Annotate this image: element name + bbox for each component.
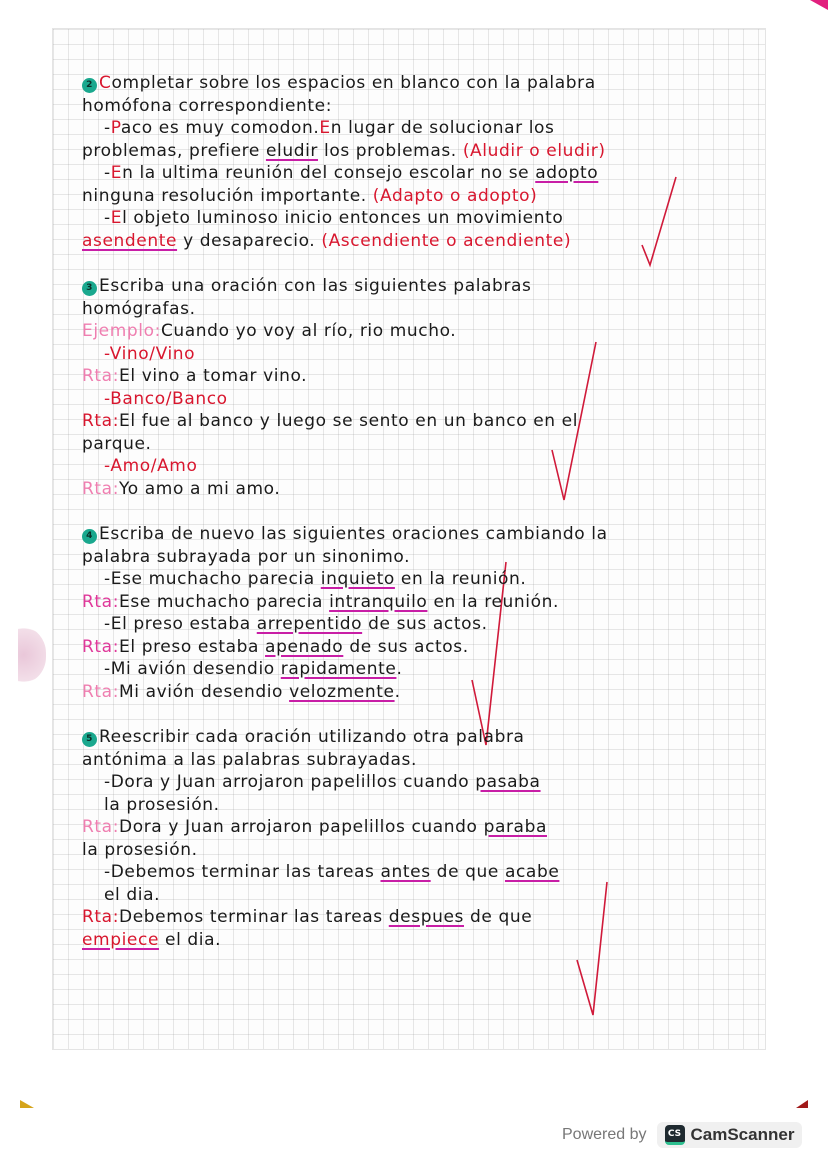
- answer-line: la prosesión.: [82, 839, 198, 860]
- question-line: -Debemos terminar las tareas antes de que acabe: [104, 862, 560, 882]
- thumb-shadow: [18, 625, 46, 685]
- question-line: -Dora y Juan arrojaron papelillos cuando pasaba: [104, 772, 541, 792]
- answer-line: Rta:Dora y Juan arrojaron papelillos cuando paraba: [82, 817, 547, 837]
- section-4: [82, 523, 782, 703]
- section-number-badge: 5: [82, 732, 97, 747]
- section-3: [82, 275, 782, 500]
- page-corner-marker: [20, 1100, 34, 1108]
- question-line: el dia.: [104, 884, 161, 905]
- instruction-line: palabra subrayada por un sinonimo.: [82, 546, 411, 567]
- example-label: Ejemplo:: [82, 321, 161, 341]
- answer-word: eludir: [265, 140, 318, 161]
- section-5: [82, 726, 782, 951]
- instruction-line: homógrafas.: [82, 298, 196, 319]
- example-line: [82, 320, 782, 343]
- exercise-line: ninguna resolución importante. (Adapto o adopto): [82, 185, 538, 206]
- instruction-line: Escriba una oración con las siguientes palabras: [99, 276, 532, 296]
- page-corner-marker: [810, 0, 828, 10]
- answer-line: Rta:Yo amo a mi amo.: [82, 478, 281, 499]
- answer-line: Rta:El vino a tomar vino.: [82, 366, 308, 386]
- answer-line: Rta:El fue al banco y luego se sento en un banco en el: [82, 411, 579, 431]
- answer-word: adopto: [535, 163, 599, 183]
- hint: (Aludir o eludir): [462, 140, 606, 161]
- example-text: Cuando yo voy al río, rio mucho.: [160, 321, 457, 341]
- instruction-line: ompletar sobre los espacios en blanco con la palabra: [111, 73, 596, 93]
- exercise-line: -En la ultima reunión del consejo escolar no se adopto: [104, 163, 599, 183]
- hint: (Ascendiente o acendiente): [321, 230, 572, 251]
- exercise-line: -El objeto luminoso inicio entonces un movimiento: [104, 208, 564, 228]
- camscanner-logo-icon: CS: [665, 1125, 685, 1145]
- instruction-line: Reescribir cada oración utilizando otra palabra: [99, 727, 525, 747]
- exercise-line: asendente y desaparecio. (Ascendiente o acendiente): [82, 230, 572, 251]
- exercise-line: -Paco es muy comodon.En lugar de solucionar los: [104, 118, 555, 138]
- answer-line: Rta:Ese muchacho parecia intranquilo en la reunión.: [82, 591, 559, 612]
- question-line: -Mi avión desendio rapidamente.: [104, 659, 403, 679]
- instruction-line: homófona correspondiente:: [82, 95, 333, 116]
- camscanner-badge[interactable]: [657, 1122, 803, 1148]
- camscanner-brand-name: CamScanner: [690, 1125, 795, 1144]
- section-2: [82, 72, 782, 252]
- question-line: la prosesión.: [104, 794, 220, 815]
- page-corner-marker: [796, 1100, 808, 1108]
- answer-line: empiece el dia.: [82, 929, 222, 950]
- instruction-line: Escriba de nuevo las siguientes oraciones cambiando la: [99, 524, 608, 544]
- answer-line: parque.: [82, 433, 152, 454]
- question-line: -Ese muchacho parecia inquieto en la reunión.: [104, 569, 527, 589]
- word-pair: -Amo/Amo: [104, 456, 198, 476]
- exercise-line: problemas, prefiere eludir los problemas. (Aludir o eludir): [82, 140, 606, 161]
- instruction-line: antónima a las palabras subrayadas.: [82, 749, 417, 770]
- section-number-badge: 2: [82, 78, 97, 93]
- word-pair: -Banco/Banco: [104, 388, 228, 409]
- powered-by-label: Powered by: [562, 1126, 647, 1143]
- notebook-content: [82, 72, 782, 974]
- word-pair: -Vino/Vino: [104, 343, 196, 364]
- answer-line: Rta:Debemos terminar las tareas despues de que: [82, 907, 533, 927]
- question-line: -El preso estaba arrepentido de sus actos.: [104, 614, 488, 634]
- answer-word: asendente: [82, 230, 178, 251]
- answer-line: Rta:Mi avión desendio velozmente.: [82, 681, 401, 702]
- hint: (Adapto o adopto): [372, 185, 538, 206]
- section-number-badge: 3: [82, 281, 97, 296]
- camscanner-watermark: [562, 1122, 802, 1148]
- instruction-initial: C: [99, 73, 112, 93]
- answer-line: Rta:El preso estaba apenado de sus actos.: [82, 636, 469, 657]
- section-number-badge: 4: [82, 529, 97, 544]
